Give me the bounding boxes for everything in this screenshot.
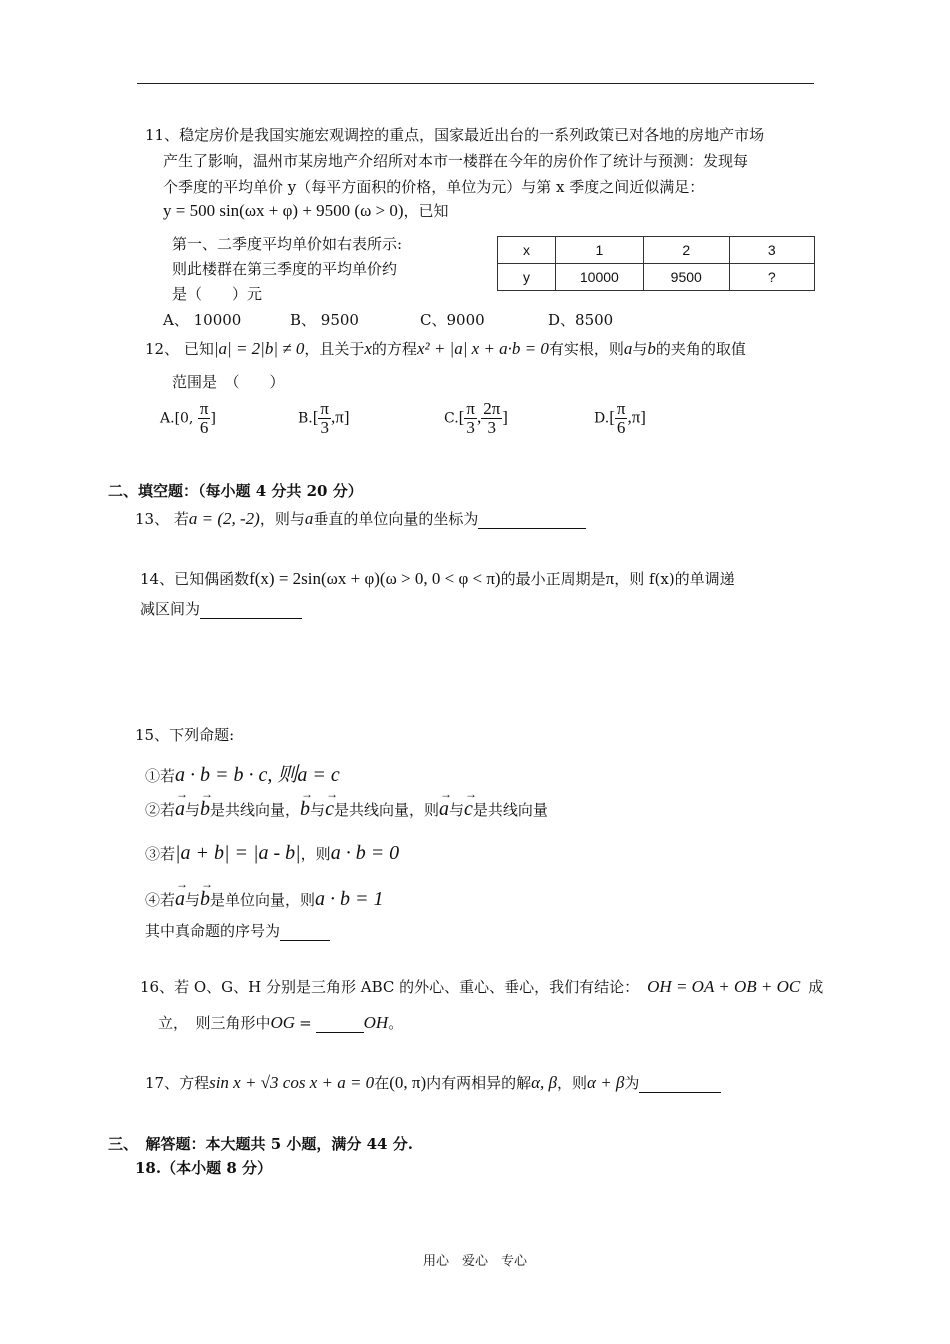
vector-b: → b: [200, 798, 210, 821]
frac-num: π: [466, 399, 475, 418]
q14-formula: f(x) = 2sin(ωx + φ)(ω > 0, 0 < φ < π): [249, 569, 501, 588]
q17-interval: (0, π): [389, 1073, 427, 1092]
vector-c: → c: [464, 798, 473, 821]
q17-mid2: 内有两相异的解: [426, 1074, 532, 1092]
option-label: B.: [298, 410, 313, 427]
q15-proposition-2: [145, 798, 548, 821]
q13-a: a: [304, 509, 314, 528]
q12-tail2: 的夹角的取值: [655, 340, 746, 358]
q15-p2-t1: 与: [185, 801, 201, 819]
q11-option-a: A、 10000: [163, 311, 242, 329]
q17-roots: α, β: [531, 1073, 558, 1092]
option-label: A.: [160, 410, 175, 427]
q16-tail: 成: [808, 978, 824, 996]
q17-answer-blank[interactable]: [639, 1076, 721, 1093]
q15-p4-t1: 与: [185, 891, 201, 909]
frac-den: 6: [199, 417, 209, 437]
q16-end: 。: [388, 1014, 404, 1032]
option-sep: ,: [476, 407, 482, 427]
q15-title: 15、下列命题:: [135, 726, 235, 744]
vector-a: → a: [175, 888, 185, 911]
option-open: [0,: [174, 410, 194, 427]
q12-yu: 与: [632, 340, 648, 358]
q16-line2-text: 立， 则三角形中: [158, 1014, 271, 1032]
q14-answer-blank[interactable]: [200, 602, 302, 619]
q11-line1: 11、稳定房价是我国实施宏观调控的重点，国家最近出台的一系列政策已对各地的房地产市场: [145, 126, 765, 144]
vector-b: → b: [200, 888, 210, 911]
q14-pi: π: [605, 569, 615, 588]
table-cell: ?: [729, 264, 814, 291]
q16-oh: OH: [363, 1013, 389, 1032]
q11-formula: y = 500 sin(ωx + φ) + 9500 (ω > 0): [163, 201, 404, 220]
q17-sum: α + β: [587, 1073, 625, 1092]
q15-p4-t2: 是单位向量，则: [210, 891, 316, 909]
option-close: ]: [210, 410, 216, 427]
q12-mid2: 的方程: [371, 340, 417, 358]
section-3-heading: 三、 解答题：本大题共 5 小题，满分 44 分.: [108, 1135, 413, 1153]
q11-option-d: D、8500: [548, 311, 614, 329]
q12-a: a: [623, 339, 633, 358]
option-open: [: [609, 407, 615, 427]
vector-b: → b: [300, 798, 310, 821]
q11-option-c: C、9000: [420, 311, 485, 329]
q11-line2: 产生了影响，温州市某房地产介绍所对本市一楼群在今年的房价作了统计与预测：发现每: [163, 152, 749, 170]
q15-p2-num: ②若: [145, 801, 176, 819]
option-close: ,π]: [627, 407, 646, 427]
q15-p3-mid: ，则: [300, 845, 331, 863]
q15-answer-blank[interactable]: [280, 924, 330, 941]
table-cell: 10000: [555, 264, 643, 291]
table-cell: y: [498, 264, 556, 291]
table-cell: 2: [643, 237, 729, 264]
q14-tail: ，则 f(x)的单调递: [614, 570, 735, 588]
q12-prefix: 12、 已知: [145, 340, 214, 358]
q16-formula: OH = OA + OB + OC: [647, 977, 801, 996]
page-footer: 用心 爱心 专心: [422, 1254, 527, 1269]
q11-price-table: [497, 236, 815, 291]
q14-line1: [140, 568, 735, 589]
q12-mid1: ，且关于: [304, 340, 365, 358]
q12-line2: 范围是 （ ）: [172, 373, 285, 391]
q13-line: [135, 508, 586, 529]
q12-option-a: [160, 400, 216, 437]
option-close: ]: [502, 407, 508, 427]
q11-line6: 则此楼群在第三季度的平均单价约: [172, 260, 398, 278]
table-cell: 3: [729, 237, 814, 264]
q17-prefix: 17、方程: [145, 1074, 210, 1092]
q17-mid3: ，则: [557, 1074, 588, 1092]
q15-p1-num: ①若: [145, 767, 176, 785]
q16-line1-text: 16、若 O、G、H 分别是三角形 ABC 的外心、重心、垂心，我们有结论：: [140, 978, 640, 996]
frac-den: 6: [616, 417, 626, 437]
q16-line2: [158, 1012, 403, 1033]
q15-p2-t2: 是共线向量，: [210, 801, 301, 819]
q12-option-d: [594, 400, 646, 437]
q15-proposition-4: [145, 888, 384, 911]
q16-eq: =: [299, 1014, 312, 1032]
frac-num: 2π: [483, 399, 501, 418]
q16-og: OG: [270, 1013, 296, 1032]
q16-line1: [140, 976, 823, 997]
q15-p4-num: ④若: [145, 891, 176, 909]
table-row: [498, 237, 815, 264]
q12-equation: x² + |a| x + a·b = 0: [416, 339, 549, 358]
q15-p3-num: ③若: [145, 845, 176, 863]
frac-den: 3: [466, 417, 475, 437]
vector-a: → a: [175, 798, 185, 821]
table-row: [498, 264, 815, 291]
q17-mid: 在: [374, 1074, 390, 1092]
frac-num: π: [199, 399, 209, 418]
q13-answer-blank[interactable]: [478, 512, 586, 529]
q12-var: x: [364, 339, 372, 358]
q13-prefix: 13、 若: [135, 510, 189, 528]
q16-answer-blank[interactable]: [316, 1018, 364, 1033]
q15-tail-line: [145, 920, 330, 941]
q18-heading: 18.（本小题 8 分）: [135, 1159, 272, 1177]
q15-p3-expr2: a · b = 0: [330, 842, 400, 864]
q14-prefix: 14、已知偶函数: [140, 570, 250, 588]
q15-p1-expr: a · b = b · c, 则a = c: [175, 764, 340, 786]
q14-line2: [140, 598, 302, 619]
q15-p3-expr: |a + b| = |a - b|: [175, 842, 301, 864]
q17-formula: sin x + √3 cos x + a = 0: [209, 1073, 375, 1092]
option-close: ,π]: [331, 407, 350, 427]
q11-line3: 个季度的平均单价 y（每平方面积的价格，单位为元）与第 x 季度之间近似满足：: [163, 178, 705, 196]
q13-formula: a = (2, -2): [188, 509, 260, 528]
q11-line5: 第一、二季度平均单价如右表所示:: [172, 235, 403, 253]
table-cell: x: [498, 237, 556, 264]
table-cell: 9500: [643, 264, 729, 291]
table-cell: 1: [555, 237, 643, 264]
q15-proposition-1: [145, 758, 340, 787]
vector-c: → c: [325, 798, 334, 821]
q17-tail: 为: [624, 1074, 640, 1092]
q17-line: [145, 1072, 721, 1093]
q11-formula-tail: ，已知: [403, 202, 449, 220]
q12-cond: |a| = 2|b| ≠ 0: [213, 339, 305, 358]
q11-option-b: B、 9500: [290, 311, 359, 329]
q15-p2-t6: 是共线向量: [472, 801, 548, 819]
q15-tail: 其中真命题的序号为: [145, 922, 281, 940]
q15-p2-t3: 与: [310, 801, 326, 819]
header-rule: [137, 83, 814, 84]
option-label: D.: [594, 410, 610, 427]
q14-mid: 的最小正周期是: [500, 570, 606, 588]
frac-den: 3: [320, 417, 329, 437]
vector-a: → a: [439, 798, 449, 821]
frac-num: π: [320, 399, 330, 418]
q12-option-b: [298, 400, 350, 437]
q15-p2-t4: 是共线向量，则: [333, 801, 439, 819]
option-open: [: [458, 407, 465, 427]
q12-option-c: [444, 400, 508, 437]
option-open: [: [312, 407, 319, 427]
q15-proposition-3: [145, 842, 399, 865]
q12-tail: 有实根，则: [548, 340, 624, 358]
q11-line7: 是（ ）元: [172, 285, 263, 303]
q15-p4-expr: a · b = 1: [315, 888, 384, 910]
q13-mid: ，则与: [259, 510, 305, 528]
q15-p2-t5: 与: [448, 801, 464, 819]
q13-tail: 垂直的单位向量的坐标为: [313, 510, 479, 528]
q11-formula-line: [163, 200, 449, 221]
option-label: C.: [444, 410, 459, 427]
q12-line1: [145, 338, 746, 359]
frac-den: 3: [487, 417, 496, 437]
q12-b: b: [647, 339, 656, 358]
q14-line2-text: 减区间为: [140, 600, 201, 618]
section-2-heading: 二、填空题：（每小题 4 分共 20 分）: [108, 482, 363, 500]
frac-num: π: [616, 399, 626, 418]
